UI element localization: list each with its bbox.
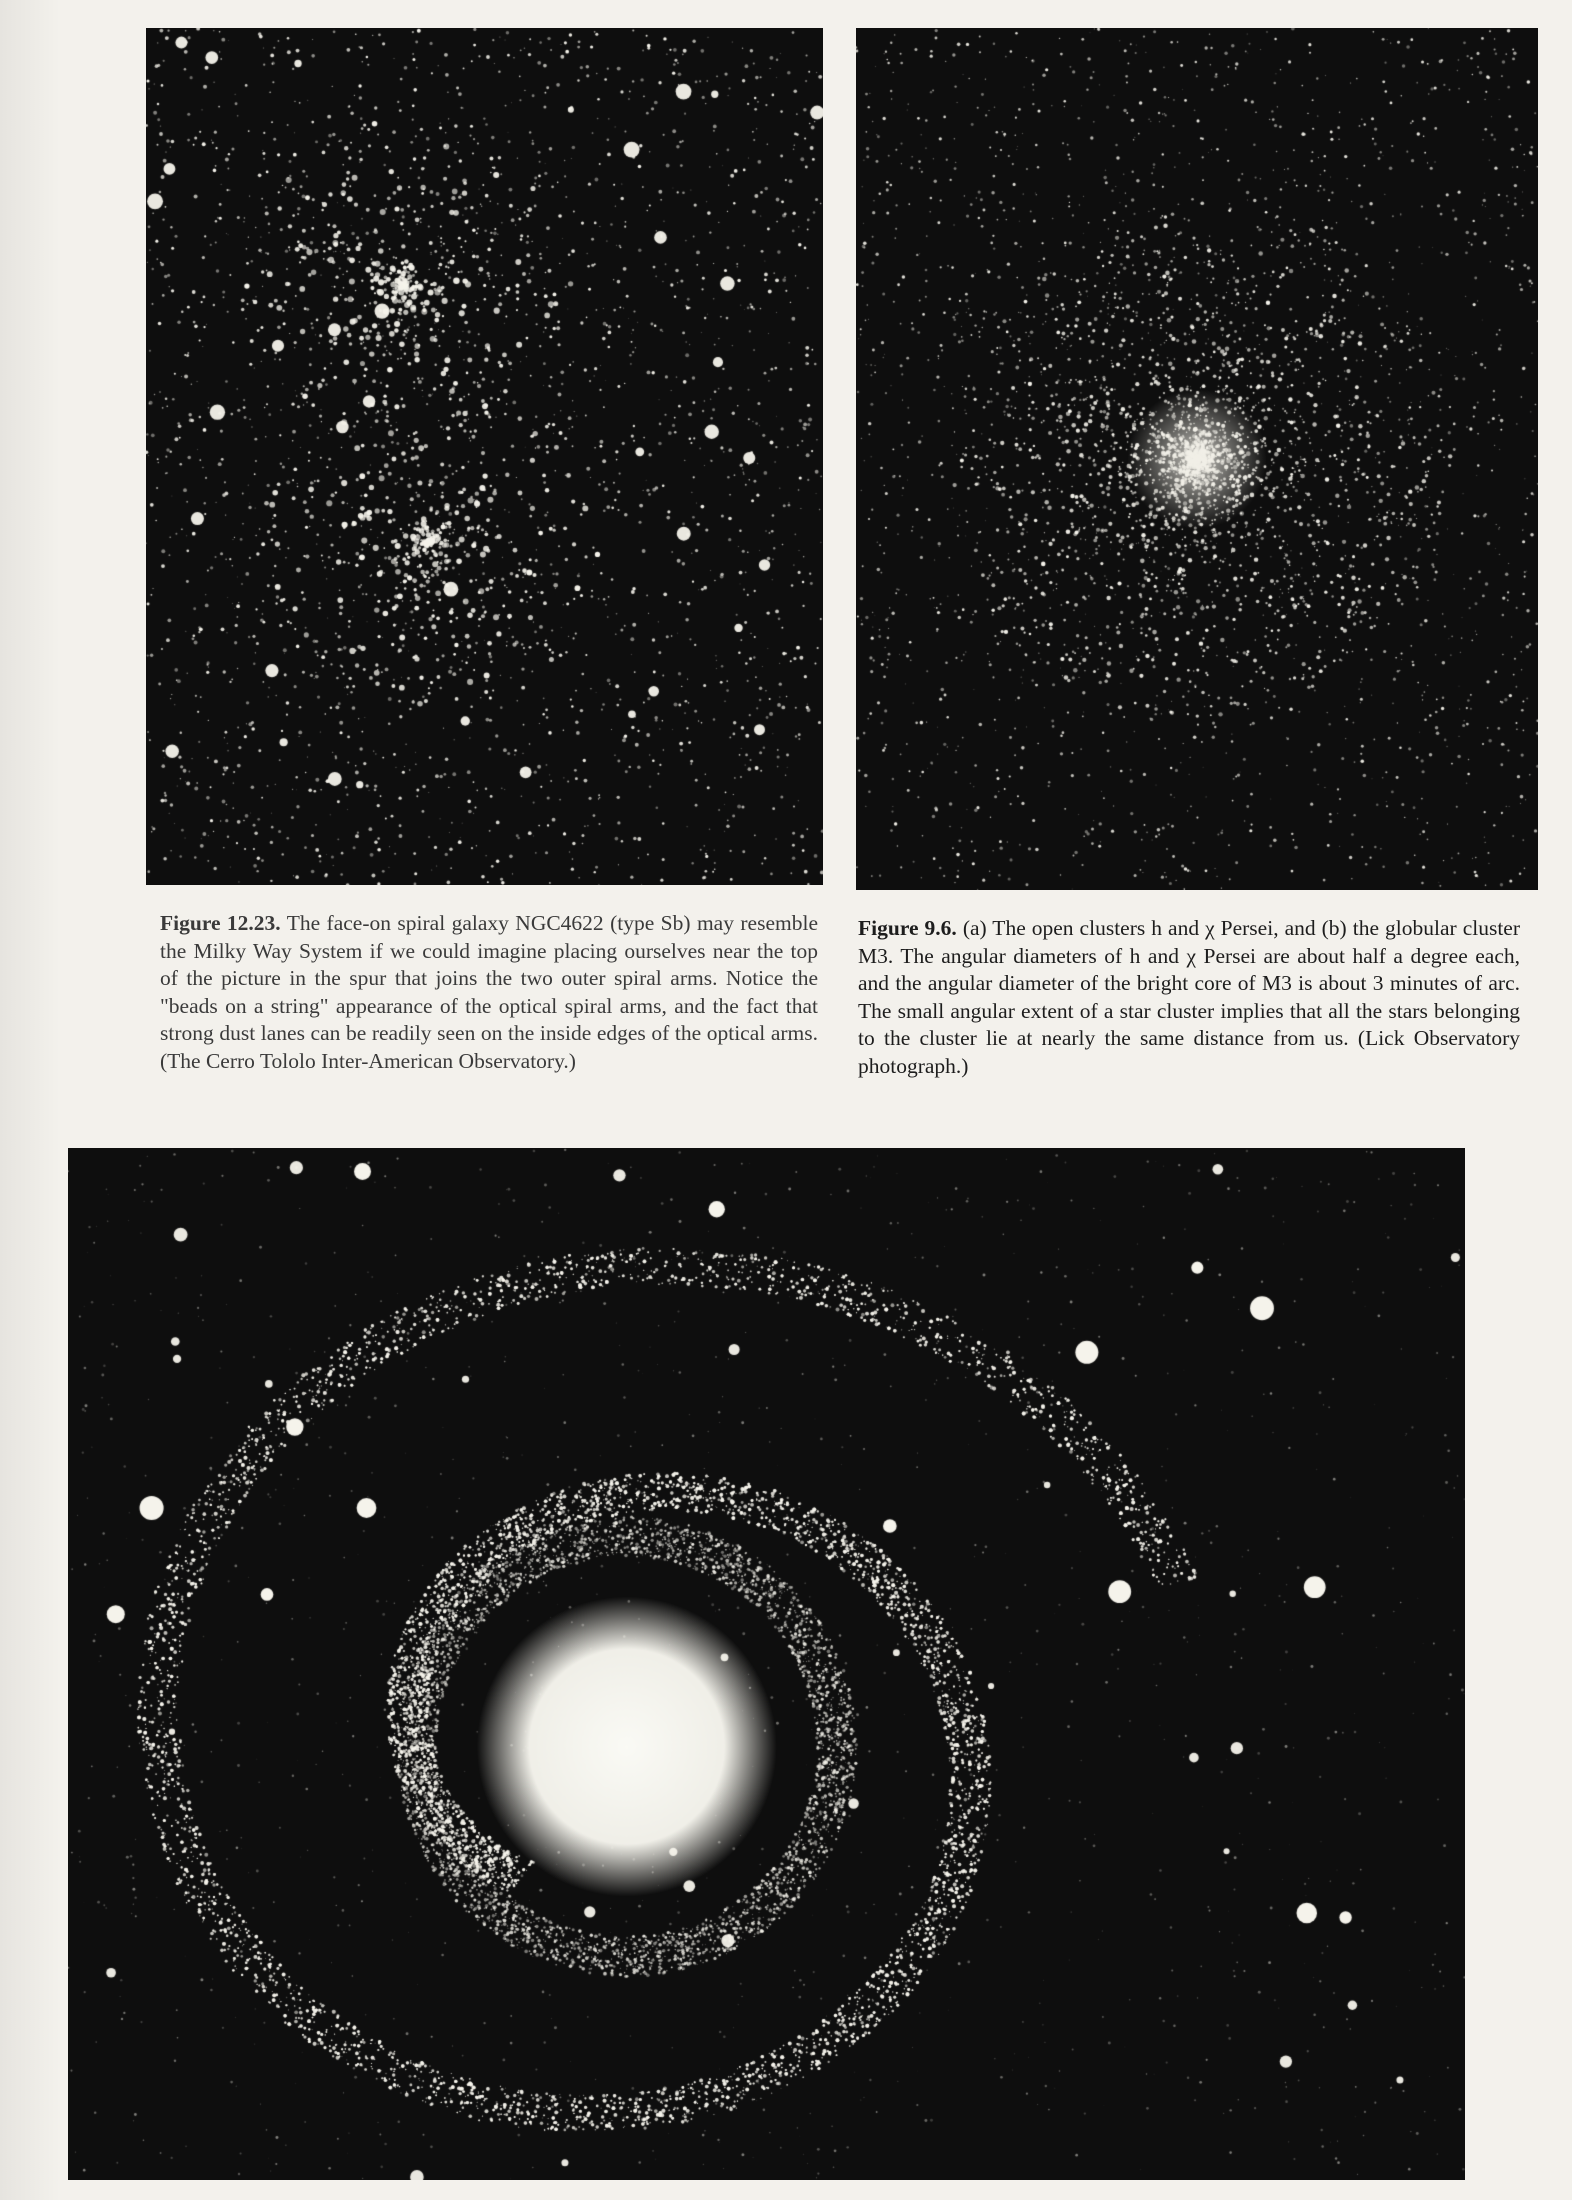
page-edge-shadow — [0, 0, 60, 2200]
caption-label: Figure 9.6. — [858, 916, 957, 940]
caption-figure-9-6 — [858, 915, 1520, 1080]
caption-figure-12-23 — [160, 910, 818, 1075]
caption-text: The face-on spiral galaxy NGC4622 (type Sb) may resemble the Milky Way System if we could imagine placing ourselves near the top of the picture in the spur that joins the two outer spiral arms. Notice the "beads on a string" appearance of the optical spiral arms, and the fact that strong dust lanes can be readily seen on the inside edges of the optical arms. (The Cerro Tololo Inter-American Observatory.) — [160, 911, 818, 1073]
caption-text: (a) The open clusters h and χ Persei, and (b) the globular cluster M3. The angular diameters of h and χ Persei are about half a degree each, and the angular diameter of the bright core of M3 is about 3 minutes of arc. The small angular extent of a star cluster implies that all the stars belonging to the cluster lie at nearly the same distance from us. (Lick Observatory photograph.) — [858, 916, 1520, 1078]
caption-label: Figure 12.23. — [160, 911, 281, 935]
photo-spiral-galaxy-ngc4622 — [68, 1148, 1465, 2180]
photo-open-clusters-h-chi-persei — [146, 28, 823, 885]
photo-globular-cluster-m3 — [856, 28, 1538, 890]
